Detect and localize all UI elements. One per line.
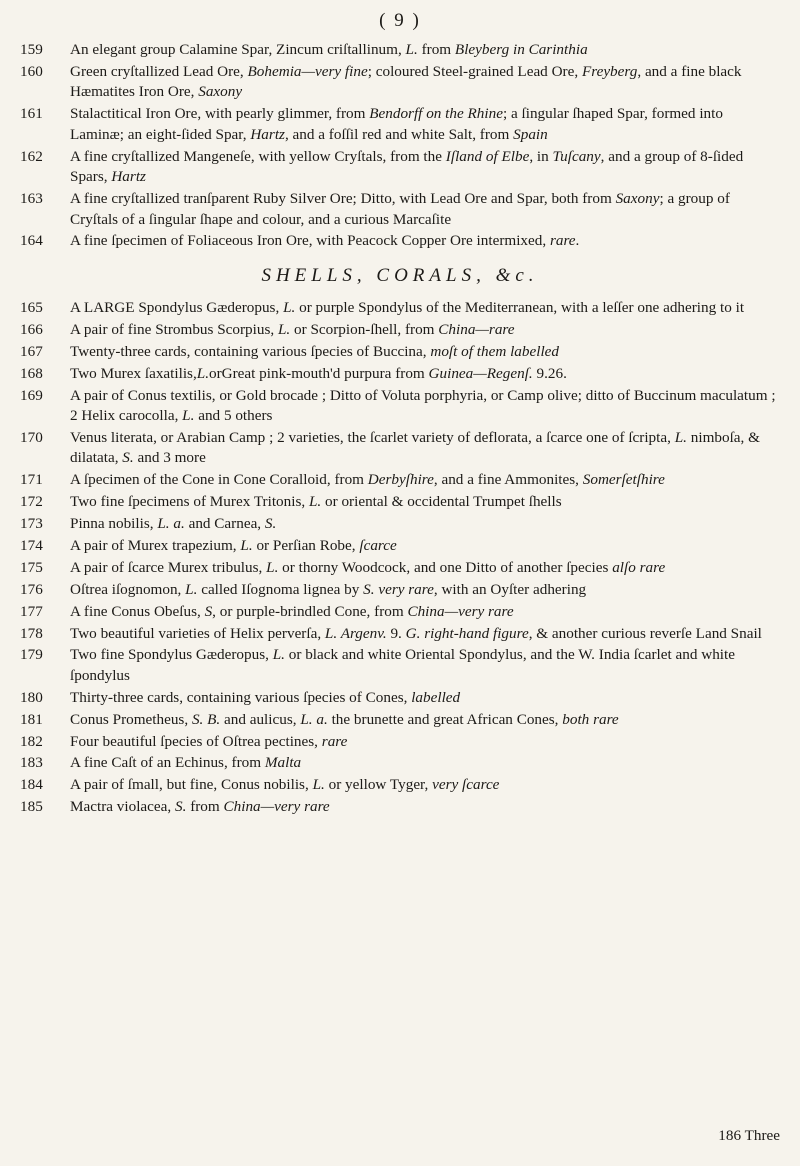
page-number: ( 9 ) (379, 10, 421, 31)
lot-number: 178 (20, 624, 43, 642)
catalogue-entry (20, 602, 780, 623)
lot-description: Four beautiful ſpecies of Oſtrea pectines, rare (70, 732, 348, 750)
lot-number: 165 (20, 298, 43, 316)
catalogue-entry (20, 536, 780, 557)
lot-description: A fine Caſt of an Echinus, from Malta (70, 754, 302, 772)
lot-number: 173 (20, 515, 43, 533)
section-heading: SHELLS, CORALS, &c. (261, 264, 539, 286)
lot-number: 164 (20, 232, 43, 250)
lot-description: Two fine Spondylus Gæderopus, L. or black and white Oriental Spondylus, and the W. India ſcarlet and white ſpondylus (70, 646, 735, 684)
lot-description: Thirty-three cards, containing various ſpecies of Cones, labelled (70, 688, 461, 706)
lot-number: 183 (20, 754, 43, 772)
lot-description: Twenty-three cards, containing various ſpecies of Buccina, moſt of them labelled (70, 342, 560, 360)
lot-description: A pair of ſcarce Murex tribulus, L. or thorny Woodcock, and one Ditto of another ſpecies alſo rare (70, 558, 666, 576)
catalogue-entry (20, 732, 780, 753)
catalogue-entry (20, 298, 780, 319)
lot-number: 179 (20, 646, 43, 664)
lot-description: A fine ſpecimen of Foliaceous Iron Ore, with Peacock Copper Ore intermixed, rare. (70, 232, 580, 250)
lot-number: 171 (20, 471, 43, 489)
lot-number: 169 (20, 386, 43, 404)
lot-description: Conus Prometheus, S. B. and aulicus, L. a. the brunette and great African Cones, both rare (70, 710, 619, 728)
catalogue-entry (20, 580, 780, 601)
catalogue-entry (20, 40, 780, 61)
lot-description: A pair of Murex trapezium, L. or Perſian Robe, ſcarce (70, 536, 397, 554)
lot-number: 168 (20, 364, 43, 382)
lot-description: Stalactitical Iron Ore, with pearly glimmer, from Bendorff on the Rhine; a ſingular ſhaped Spar, formed into Laminæ; an eight-ſided Spar, Hartz, and a foſſil red and white Salt, from Spain (70, 105, 723, 143)
catalogue-entry (20, 231, 780, 252)
lot-description: Two Murex ſaxatilis,L.orGreat pink-mouth'd purpura from Guinea—Regenſ. 9.26. (70, 364, 567, 382)
lot-description: A ſpecimen of the Cone in Cone Coralloid, from Derbyſhire, and a fine Ammonites, Somerſetſhire (70, 471, 665, 489)
lot-number: 161 (20, 105, 43, 123)
lot-description: Pinna nobilis, L. a. and Carnea, S. (70, 515, 277, 533)
lot-description: A pair of Conus textilis, or Gold brocade ; Ditto of Voluta porphyria, or Camp olive; ditto of Buccinum maculatum ; 2 Helix carocolla, L. and 5 others (70, 386, 776, 425)
lot-number: 185 (20, 798, 43, 816)
lot-description: Two fine ſpecimens of Murex Tritonis, L. or oriental & occidental Trumpet ſhells (70, 493, 562, 511)
lot-number: 172 (20, 493, 43, 511)
lot-description: A LARGE Spondylus Gæderopus, L. or purple Spondylus of the Mediterranean, with a leſſer one adhering to it (70, 298, 745, 316)
catalogue-entry (20, 775, 780, 796)
lot-number: 160 (20, 62, 43, 80)
lot-number: 163 (20, 190, 43, 208)
catalogue-entry (20, 492, 780, 513)
catalogue-entry (20, 514, 780, 535)
lot-description: A pair of ſmall, but fine, Conus nobilis, L. or yellow Tyger, very ſcarce (70, 776, 500, 794)
catalogue-entry (20, 189, 780, 230)
catalogue-entry (20, 428, 780, 469)
lot-number: 181 (20, 710, 43, 728)
lot-number: 159 (20, 41, 43, 58)
minerals-section (20, 40, 780, 252)
catalogue-entry (20, 558, 780, 579)
lot-number: 166 (20, 320, 43, 338)
shells-section (20, 298, 780, 818)
catalogue-entry (20, 320, 780, 341)
lot-description: An elegant group Calamine Spar, Zincum criſtallinum, L. from Bleyberg in Carinthia (70, 41, 588, 58)
lot-number: 176 (20, 580, 43, 598)
lot-number: 175 (20, 558, 43, 576)
lot-description: Green cryſtallized Lead Ore, Bohemia—very fine; coloured Steel-grained Lead Ore, Freyberg, and a fine black Hæmatites Iron Ore, Saxony (70, 62, 742, 101)
lot-description: Mactra violacea, S. from China—very rare (70, 798, 330, 816)
catalogue-entry (20, 688, 780, 709)
lot-number: 184 (20, 776, 43, 794)
lot-number: 177 (20, 602, 43, 620)
catalogue-entry (20, 364, 780, 385)
lot-description: A fine Conus Obeſus, S, or purple-brindled Cone, from China—very rare (70, 602, 514, 620)
lot-number: 174 (20, 536, 43, 554)
lot-number: 162 (20, 147, 43, 165)
catalogue-entry (20, 342, 780, 363)
catalogue-entry (20, 104, 780, 145)
lot-description: Oſtrea iſognomon, L. called Iſognoma lignea by S. very rare, with an Oyſter adhering (70, 580, 587, 598)
lot-description: A pair of fine Strombus Scorpius, L. or Scorpion-ſhell, from China—rare (70, 320, 515, 338)
lot-description: Two beautiful varieties of Helix perverſa, L. Argenv. 9. G. right-hand figure, & another curious reverſe Land Snail (70, 624, 762, 642)
catalogue-entry (20, 797, 780, 818)
lot-description: A fine cryſtallized Mangeneſe, with yellow Cryſtals, from the Iſland of Elbe, in Tuſcany, and a group of 8-ſided Spars, Hartz (70, 147, 744, 186)
catalogue-entry (20, 710, 780, 731)
catalogue-entry (20, 470, 780, 491)
lot-number: 182 (20, 732, 43, 750)
lot-number: 167 (20, 342, 43, 360)
catalogue-entries (20, 40, 780, 819)
lot-description: Venus literata, or Arabian Camp ; 2 varieties, the ſcarlet variety of deflorata, a ſcarce one of ſcripta, L. nimboſa, & dilatata, S. and 3 more (70, 428, 760, 467)
catchword: 186 Three (718, 1127, 780, 1144)
catalogue-entry (20, 624, 780, 645)
catalogue-entry (20, 645, 780, 686)
catalogue-entry (20, 147, 780, 188)
catalogue-entry (20, 753, 780, 774)
catalogue-entry (20, 62, 780, 103)
lot-description: A fine cryſtallized tranſparent Ruby Silver Ore; Ditto, with Lead Ore and Spar, both from Saxony; a group of Cryſtals of a ſingular ſhape and colour, and a curious Marcaſite (70, 190, 730, 228)
catalogue-entry (20, 386, 780, 427)
lot-number: 170 (20, 428, 43, 446)
lot-number: 180 (20, 688, 43, 706)
